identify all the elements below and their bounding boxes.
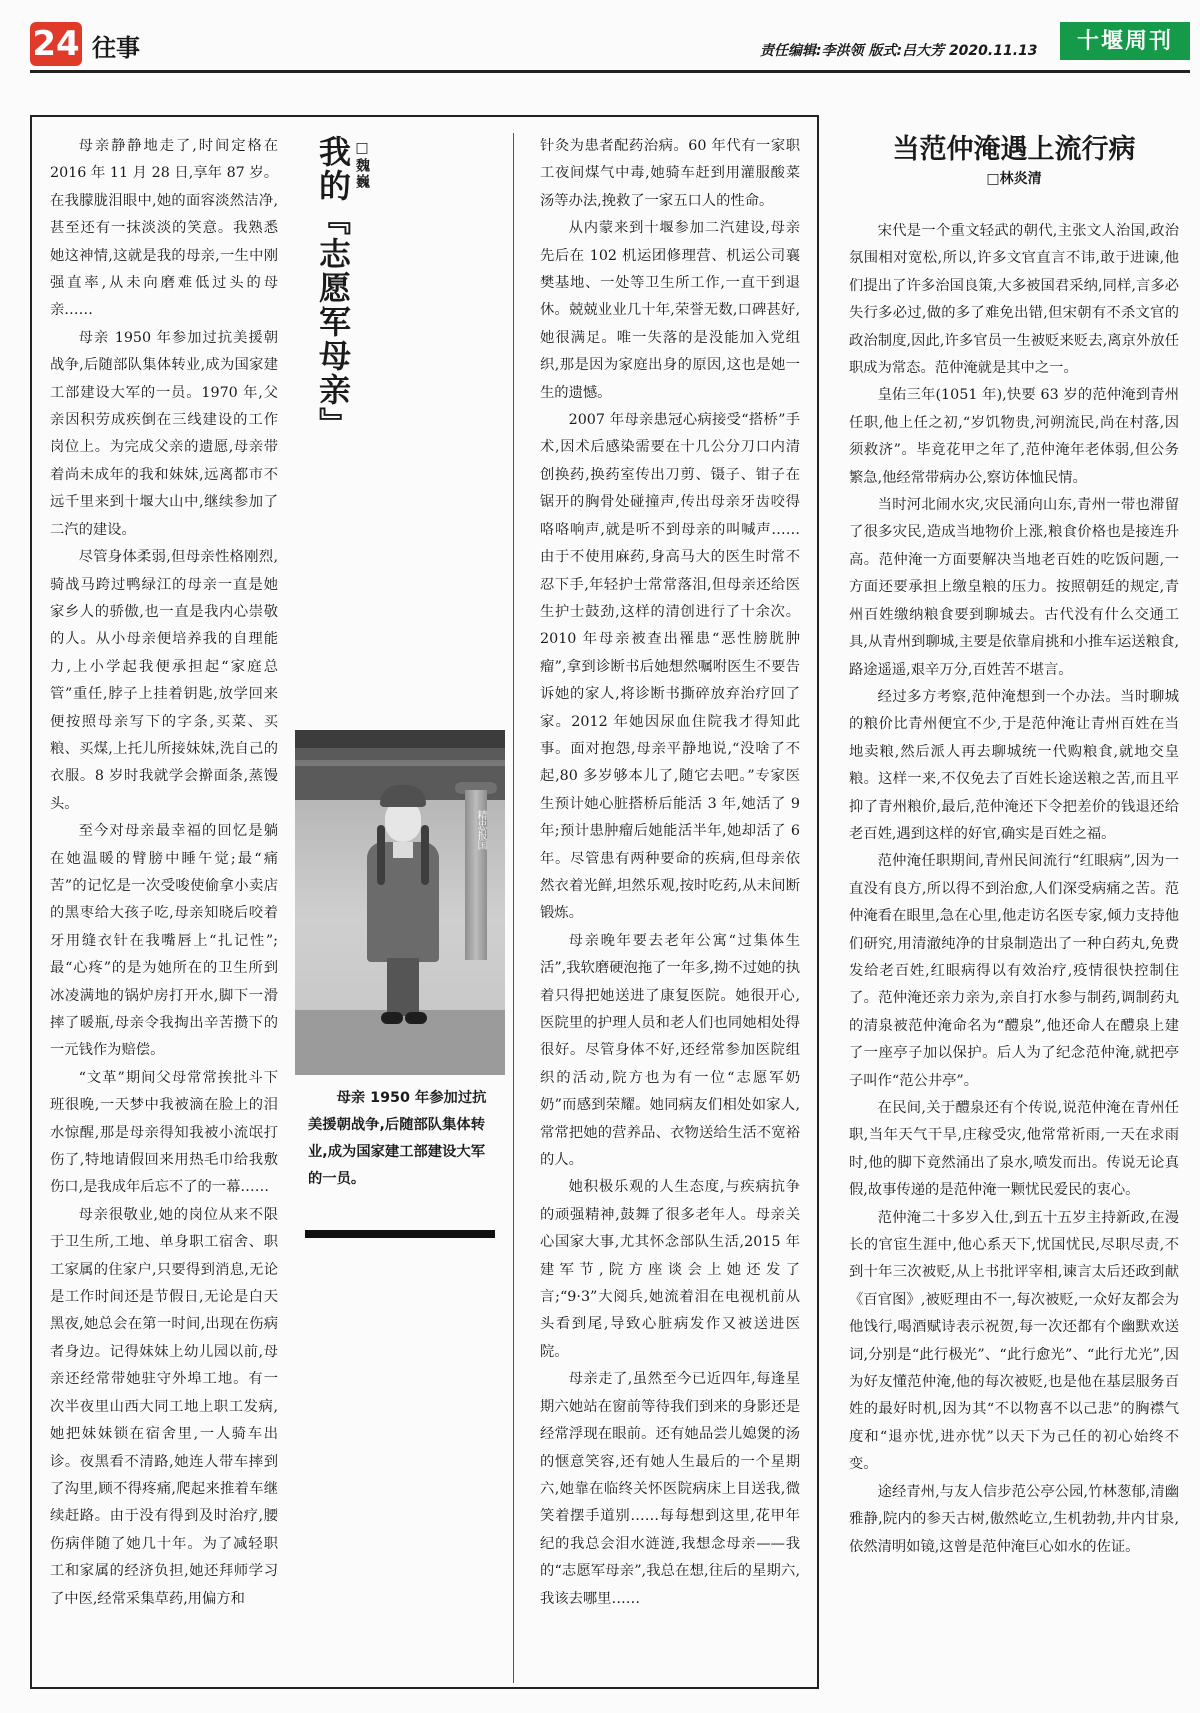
- page-number: 24: [30, 22, 82, 66]
- paragraph: 2007 年母亲患冠心病接受“搭桥”手术,因术后感染需要在十几公分刀口内清创换药,换药室传出刀剪、镊子、钳子在锯开的胸骨处碰撞声,传出母亲牙齿咬得咯咯响声,就是听不到母亲的叫喊声……由于不使用麻药,身高马大的医生时常不忍下手,年轻护士常常落泪,但母亲还给医生护士鼓劲,这样的清创进行了十余次。2010 年母亲被查出罹患“恶性膀胱肿瘤”,拿到诊断书后她想然嘱咐医生不要告诉她的家人,将诊断书撕碎放弃治疗回了家。2012 年她因尿血住院我才得知此事。面对抱怨,母亲平静地说,“没啥了不起,80 多岁够本儿了,随它去吧。”专家医生预计她心脏搭桥后能活 3 年,她活了 9 年;预计患肿瘤后她能活半年,她却活了 6 年。尽管患有两种要命的疾病,但母亲依然衣着光鲜,坦然乐观,按时吃药,从未间断锻炼。: [540, 412, 800, 922]
- figure-legs: [387, 958, 419, 1016]
- paragraph: “文革”期间父母常常挨批斗下班很晚,一天梦中我被滴在脸上的泪水惊醒,那是母亲得知我被小流氓打伤了,特地请假回来用热毛巾给我敷伤口,是我成年后忘不了的一幕……: [50, 1069, 278, 1196]
- article1-column-2: [540, 133, 800, 1681]
- header-rule: [30, 70, 1190, 73]
- figure-shoe: [381, 1012, 403, 1024]
- paragraph: 范仲淹任职期间,青州民间流行“红眼病”,因为一直没有良方,所以得不到治愈,人们深受病痛之苦。范仲淹看在眼里,急在心里,他走访名医专家,倾力支持他们研究,用清澈纯净的甘泉制造出了一种白药丸,免费发给老百姓,红眼病得以有效治疗,疫情很快控制住了。范仲淹还亲力亲为,亲自打水参与制药,调制药丸的清泉被范仲淹命名为“醴泉”,他还命人在醴泉上建了一座亭子加以保护。后人为了纪念范仲淹,就把亭子叫作“范公井亭”。: [849, 853, 1179, 1089]
- gate-roof: [295, 730, 505, 748]
- article1-byline: □魏巍: [354, 140, 370, 190]
- figure-cap: [380, 785, 426, 807]
- paragraph: 皇佑三年(1051 年),快要 63 岁的范仲淹到青州任职,他上任之初,“岁饥物贵,河朔流民,尚在村落,因须救济”。毕竟花甲之年了,范仲淹年老体弱,但公务繁急,他经常带病办公,察访体恤民情。: [849, 387, 1179, 486]
- figure-braid: [377, 825, 385, 885]
- paragraph: 在民间,关于醴泉还有个传说,说范仲淹在青州任职,当年天气干旱,庄稼受灾,他常常祈雨,一天在求雨时,他的脚下竟然涌出了泉水,喷发而出。传说无论真假,故事传递的是范仲淹一颗忧民爱民的衷心。: [849, 1100, 1179, 1199]
- gate-beam: [295, 760, 505, 766]
- paragraph: 当时河北闹水灾,灾民涌向山东,青州一带也滞留了很多灾民,造成当地物价上涨,粮食价格也是接连升高。范仲淹一方面要解决当地老百姓的吃饭问题,一方面还要承担上缴皇粮的压力。按照朝廷的规定,青州百姓缴纳粮食要到聊城去。古代没有什么交通工具,从青州到聊城,主要是依靠肩挑和小推车运送粮食,路途遥遥,艰辛万分,百姓苦不堪言。: [849, 497, 1179, 678]
- caption-bar: [305, 1230, 495, 1238]
- paragraph: 宋代是一个重文轻武的朝代,主张文人治国,政治氛围相对宽松,所以,许多文官直言不讳,敢于进谏,他们提出了许多治国良策,大多被国君采纳,同样,言多必失行多必过,做的多了难免出错,但宋朝有不杀文官的政治制度,因此,许多官员一生被贬来贬去,离京外放任职成为常态。范仲淹就是其中之一。: [849, 223, 1179, 377]
- newspaper-name: 十堰周刊: [1060, 22, 1190, 60]
- article1-title: 我的『志愿军母亲』: [314, 135, 352, 441]
- article1-column-1: [50, 133, 278, 1681]
- paragraph: 经过多方考察,范仲淹想到一个办法。当时聊城的粮价比青州便宜不少,于是范仲淹让青州百姓在当地卖粮,然后派人再去聊城统一代购粮食,就地交皇粮。这样一来,不仅免去了百姓长途送粮之苦,而且平抑了青州粮价,最后,范仲淹还下令把差价的钱退还给老百姓,遇到这样的好官,确实是百姓之福。: [849, 688, 1179, 842]
- figure-braid: [421, 825, 429, 885]
- paragraph: 她积极乐观的人生态度,与疾病抗争的顽强精神,鼓舞了很多老年人。母亲关心国家大事,尤其怀念部队生活,2015 年建军节,院方座谈会上她还发了言;“9·3”大阅兵,她流着泪在电视机前从头看到尾,导致心脏病发作又被送进医院。: [540, 1179, 800, 1360]
- editor-credits: 责任编辑:李洪领 版式:吕大芳 2020.11.13: [760, 43, 1038, 59]
- paragraph: 尽管身体柔弱,但母亲性格刚烈,骑战马跨过鸭绿江的母亲一直是她家乡人的骄傲,也一直是我内心崇敬的人。从小母亲便培养我的自理能力,上小学起我便承担起“家庭总管”重任,脖子上挂着钥匙,放学回来便按照母亲写下的字条,买菜、买粮、买煤,上托儿所接妹妹,洗自己的衣服。8 岁时我就学会擀面条,蒸馒头。: [50, 549, 278, 812]
- article2-body: [849, 218, 1179, 1698]
- paragraph: 母亲 1950 年参加过抗美援朝战争,后随部队集体转业,成为国家建工部建设大军的一员。1970 年,父亲因积劳成疾倒在三线建设的工作岗位上。为完成父亲的遗愿,母亲带着尚未成年的我和妹妹,远离都市不远千里来到十堰大山中,继续参加了二汽的建设。: [50, 329, 278, 538]
- figure-shoe: [405, 1012, 427, 1024]
- paragraph: 母亲走了,虽然至今已近四年,每逢星期六她站在窗前等待我们到来的身影还是经常浮现在眼前。还有她品尝儿媳煲的汤的惬意笑容,还有她人生最后的一个星期六,她靠在临终关怀医院病床上目送我,微笑着摆手道别……每每想到这里,花甲年纪的我总会泪水涟涟,我想念母亲——我的“志愿军母亲”,我总在想,往后的星期六,我该去哪里……: [540, 1371, 800, 1607]
- column-rule: [513, 133, 514, 1683]
- paragraph: 母亲很敬业,她的岗位从来不限于卫生所,工地、单身职工宿舍、职工家属的住家户,只要得到消息,无论是工作时间还是节假日,无论是白天黑夜,她总会在第一时间,出现在伤病者身边。记得妹妹上幼儿园以前,母亲还经常带她驻守外埠工地。有一次半夜里山西大同工地上职工发病,她把妹妹锁在宿舍里,一人骑车出诊。夜黑看不清路,她连人带车摔到了沟里,顾不得疼痛,爬起来推着车继续赶路。由于没有得到及时治疗,腰伤病伴随了她几十年。为了减轻职工和家属的经济负担,她还拜师学习了中医,经常采集草药,用偏方和: [50, 1206, 278, 1607]
- article2-title: 当范仲淹遇上流行病: [892, 134, 1136, 165]
- paragraph: 母亲静静地走了,时间定格在 2016 年 11 月 28 日,享年 87 岁。在我朦胧泪眼中,她的面容淡然洁净,甚至还有一抹淡淡的笑意。我熟悉她这神情,这就是我的母亲,一生中刚强直率,从未向磨难低过头的母亲……: [50, 138, 278, 319]
- portrait-photo: [295, 730, 505, 1075]
- paragraph: 范仲淹二十多岁入仕,到五十五岁主持新政,在漫长的官宦生涯中,他心系天下,忧国忧民,尽职尽责,不到十年三次被贬,从上书批评宰相,谏言太后还政到献《百官图》,被贬理由不一,每次被贬,一众好友都会为他饯行,喝酒赋诗表示祝贺,每一次还都有个幽默欢送词,分别是“此行极光”、“此行愈光”、“此行尤光”,因为好友懂范仲淹,他的每次被贬,也是他在基层服务百姓的最好时机,因为其“不以物喜不以己悲”的胸襟气度和“退亦忧,进亦忧”以天下为己任的初心始终不变。: [849, 1209, 1179, 1473]
- pillar-inscription: 精忠报国: [475, 810, 486, 850]
- photo-caption: 母亲 1950 年参加过抗美援朝战争,后随部队集体转业,成为国家建工部建设大军的一员。: [308, 1090, 487, 1187]
- figure-collar: [393, 842, 413, 858]
- paragraph: 途经青州,与友人信步范公亭公园,竹林葱郁,清幽雅静,院内的参天古树,傲然屹立,生机勃勃,井内甘泉,依然清明如镜,这曾是范仲淹巨心如水的佐证。: [849, 1483, 1179, 1555]
- section-name: 往事: [92, 34, 140, 62]
- paragraph: 针灸为患者配药治病。60 年代有一家职工夜间煤气中毒,她骑车赶到用灌服酸菜汤等办法,挽救了一家五口人的性命。: [540, 138, 800, 209]
- paragraph: 至今对母亲最幸福的回忆是躺在她温暖的臂膀中睡午觉;最“痛苦”的记忆是一次受唆使偷拿小卖店的黑枣给大孩子吃,母亲知晓后咬着牙用缝衣针在我嘴唇上“扎记性”;最“心疼”的是为她所在的卫生所到冰凌满地的锅炉房打开水,脚下一滑摔了暖瓶,母亲令我掏出辛苦攒下的一元钱作为赔偿。: [50, 823, 278, 1059]
- paragraph: 母亲晚年要去老年公寓“过集体生活”,我软磨硬泡拖了一年多,拗不过她的执着只得把她送进了康复医院。她很开心,医院里的护理人员和老人们也同她相处得很好。尽管身体不好,还经常参加医院组织的活动,院方也为有一位“志愿军奶奶”而感到荣耀。她同病友们相处如家人,常常把她的营养品、衣物送给生活不宽裕的人。: [540, 932, 800, 1169]
- paragraph: 从内蒙来到十堰参加二汽建设,母亲先后在 102 机运团修理营、机运公司襄樊基地、一处等卫生所工作,一直干到退休。兢兢业业几十年,荣誉无数,口碑甚好,她很满足。唯一失落的是没能加入党组织,那是因为家庭出身的原因,这也是她一生的遗憾。: [540, 220, 800, 401]
- article2-byline: □林炎清: [986, 171, 1042, 187]
